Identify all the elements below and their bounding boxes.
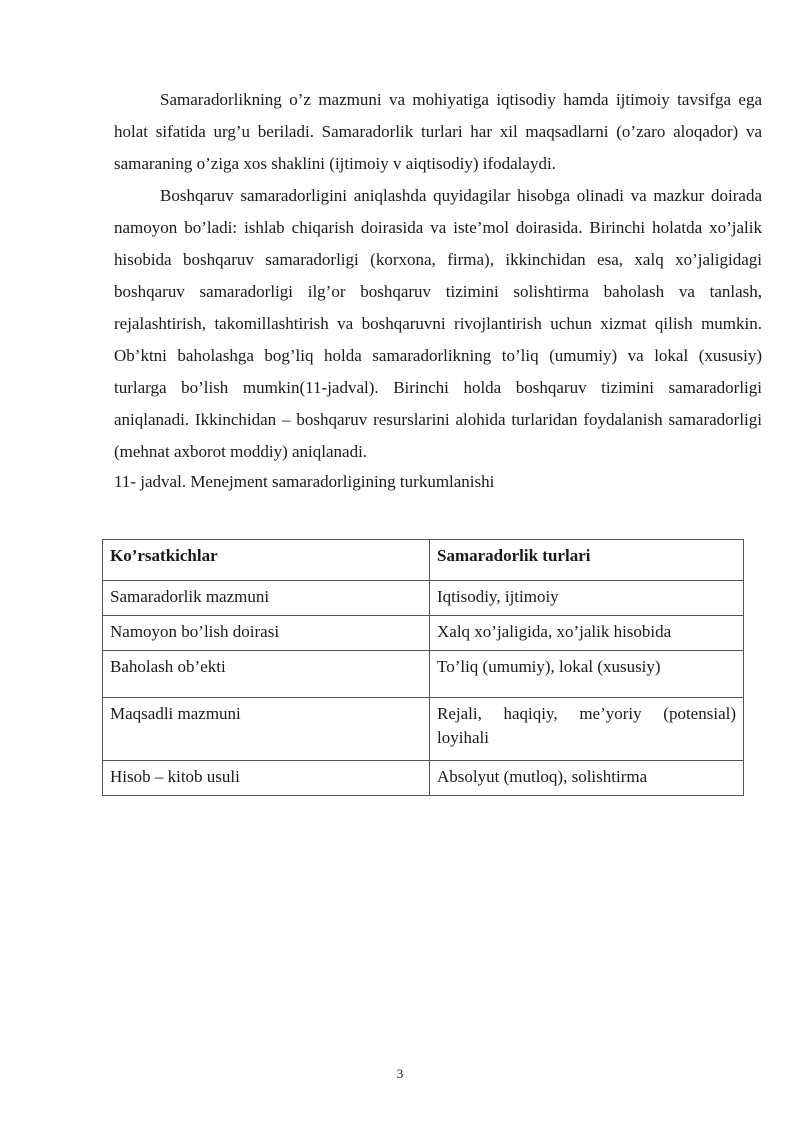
table-cell: Rejali, haqiqiy, me’yoriy (potensial) loyihali <box>430 698 744 761</box>
table-row <box>103 616 744 651</box>
body-text <box>114 84 762 496</box>
header-efficiency-types: Samaradorlik turlari <box>430 540 744 581</box>
table-header-row <box>103 540 744 581</box>
table-cell: Hisob – kitob usuli <box>103 761 430 796</box>
table-row <box>103 761 744 796</box>
table-cell: Iqtisodiy, ijtimoiy <box>430 581 744 616</box>
table-cell: Namoyon bo’lish doirasi <box>103 616 430 651</box>
table-cell: Xalq xo’jaligida, xo’jalik hisobida <box>430 616 744 651</box>
table-row <box>103 698 744 761</box>
table-row <box>103 651 744 698</box>
classification-table <box>102 539 744 796</box>
header-indicators: Ko’rsatkichlar <box>103 540 430 581</box>
page-number: 3 <box>396 1066 404 1081</box>
paragraph-2: Boshqaruv samaradorligini aniqlashda quyidagilar hisobga olinadi va mazkur doirada namoyon bo’ladi: ishlab chiqarish doirasida va iste’mol doirasida. Birinchi holatda xo’jalik hisobida boshqaruv samaradorligi (korxona, firma), ikkinchidan esa, xalq xo’jaligidagi boshqaruv samaradorligi ilg’or boshqaruv tizimini solishtirma baholash va tanlash, rejalashtirish, takomillashtirish va boshqaruvni rivojlantirish uchun xizmat qilish mumkin. Ob’ktni baholashga bog’liq holda samaradorlikning to’liq (umumiy) va lokal (xususiy) turlarga bo’lish mumkin(11-jadval). Birinchi holda boshqaruv tizimini samaradorligi aniqlanadi. Ikkinchidan – boshqaruv resurslarini alohida turlaridan foydalanish samaradorligi (mehnat axborot moddiy) aniqlanadi. <box>114 186 762 461</box>
table-cell: Samaradorlik mazmuni <box>103 581 430 616</box>
table-cell: Absolyut (mutloq), solishtirma <box>430 761 744 796</box>
table-caption: 11- jadval. Menejment samaradorligining turkumlanishi <box>114 472 495 491</box>
table-cell: To’liq (umumiy), lokal (xususiy) <box>430 651 744 698</box>
table-row <box>103 581 744 616</box>
paragraph-1: Samaradorlikning o’z mazmuni va mohiyatiga iqtisodiy hamda ijtimoiy tavsifga ega holat sifatida urg’u beriladi. Samaradorlik turlari har xil maqsadlarni (o’zaro aloqador) va samaraning o’ziga xos shaklini (ijtimoiy v aiqtisodiy) ifodalaydi. <box>114 90 762 173</box>
table-cell: Maqsadli mazmuni <box>103 698 430 761</box>
table-cell: Baholash ob’ekti <box>103 651 430 698</box>
